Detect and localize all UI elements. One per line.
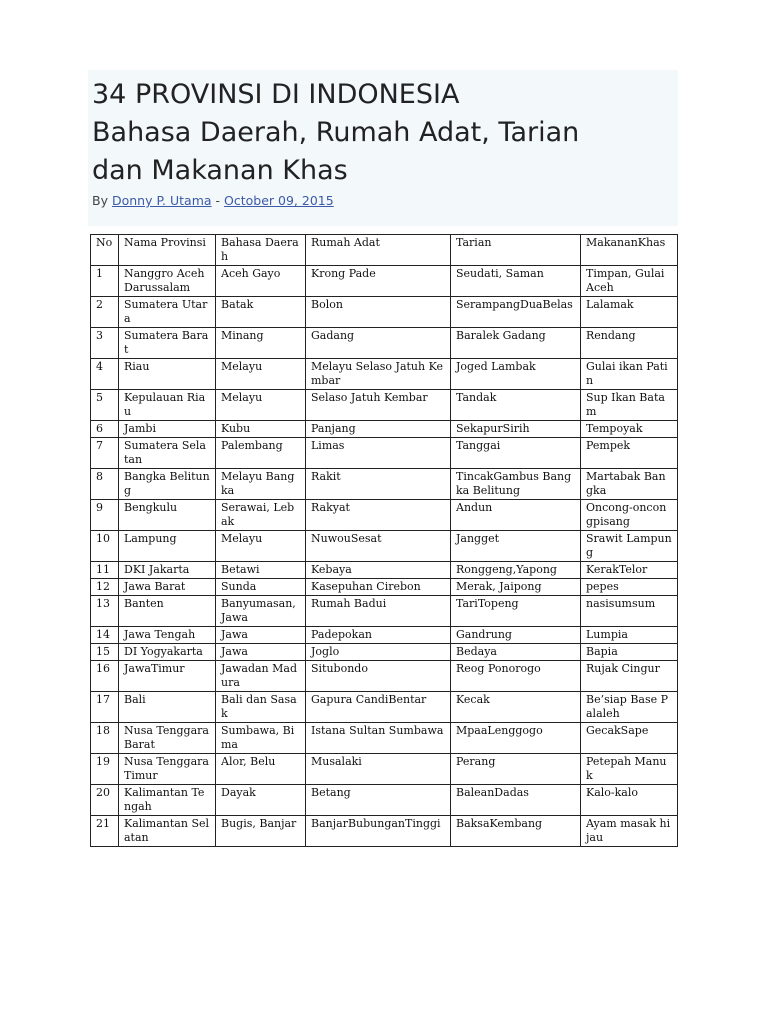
- cell-house: NuwouSesat: [306, 531, 451, 562]
- cell-house: Krong Pade: [306, 266, 451, 297]
- cell-food: Tempoyak: [581, 421, 678, 438]
- cell-house: BanjarBubunganTinggi: [306, 816, 451, 847]
- cell-dance: TincakGambus Bangka Belitung: [451, 469, 581, 500]
- cell-house: Kebaya: [306, 562, 451, 579]
- cell-province: Nusa Tenggara Timur: [119, 754, 216, 785]
- cell-dance: Perang: [451, 754, 581, 785]
- cell-food: Oncong-oncongpisang: [581, 500, 678, 531]
- cell-province: Nusa Tenggara Barat: [119, 723, 216, 754]
- cell-food: Ayam masak hijau: [581, 816, 678, 847]
- cell-no: 7: [91, 438, 119, 469]
- cell-house: Rumah Badui: [306, 596, 451, 627]
- cell-language: Betawi: [216, 562, 306, 579]
- table-row: [91, 644, 678, 661]
- cell-dance: Andun: [451, 500, 581, 531]
- cell-province: Sumatera Barat: [119, 328, 216, 359]
- cell-language: Sunda: [216, 579, 306, 596]
- cell-food: Bapia: [581, 644, 678, 661]
- cell-no: 10: [91, 531, 119, 562]
- cell-province: DI Yogyakarta: [119, 644, 216, 661]
- table-row: [91, 438, 678, 469]
- cell-no: 17: [91, 692, 119, 723]
- cell-dance: TariTopeng: [451, 596, 581, 627]
- cell-language: Melayu: [216, 359, 306, 390]
- cell-no: 13: [91, 596, 119, 627]
- cell-province: Kalimantan Selatan: [119, 816, 216, 847]
- cell-language: Dayak: [216, 785, 306, 816]
- byline: [92, 193, 334, 208]
- cell-language: Jawadan Madura: [216, 661, 306, 692]
- cell-dance: Tanggai: [451, 438, 581, 469]
- cell-no: 19: [91, 754, 119, 785]
- cell-dance: Baralek Gadang: [451, 328, 581, 359]
- cell-language: Melayu: [216, 531, 306, 562]
- table-row: [91, 627, 678, 644]
- cell-no: 4: [91, 359, 119, 390]
- table-row: [91, 596, 678, 627]
- cell-food: Srawit Lampung: [581, 531, 678, 562]
- cell-house: Rakyat: [306, 500, 451, 531]
- cell-house: Gadang: [306, 328, 451, 359]
- table-row: [91, 328, 678, 359]
- cell-no: 20: [91, 785, 119, 816]
- cell-house: Selaso Jatuh Kembar: [306, 390, 451, 421]
- cell-food: Pempek: [581, 438, 678, 469]
- header-house: Rumah Adat: [306, 235, 451, 266]
- cell-dance: Reog Ponorogo: [451, 661, 581, 692]
- date-link[interactable]: October 09, 2015: [224, 193, 334, 208]
- cell-province: Sumatera Utara: [119, 297, 216, 328]
- table-row: [91, 754, 678, 785]
- cell-province: Banten: [119, 596, 216, 627]
- cell-dance: Gandrung: [451, 627, 581, 644]
- page-title: [92, 76, 682, 190]
- cell-language: Aceh Gayo: [216, 266, 306, 297]
- table-header-row: [91, 235, 678, 266]
- table-row: [91, 359, 678, 390]
- cell-house: Joglo: [306, 644, 451, 661]
- cell-no: 12: [91, 579, 119, 596]
- cell-dance: BaksaKembang: [451, 816, 581, 847]
- cell-house: Panjang: [306, 421, 451, 438]
- cell-dance: Merak, Jaipong: [451, 579, 581, 596]
- cell-province: Jawa Barat: [119, 579, 216, 596]
- cell-food: Lumpia: [581, 627, 678, 644]
- cell-language: Bugis, Banjar: [216, 816, 306, 847]
- cell-food: GecakSape: [581, 723, 678, 754]
- cell-province: JawaTimur: [119, 661, 216, 692]
- cell-dance: MpaaLenggogo: [451, 723, 581, 754]
- province-table: [90, 234, 678, 847]
- by-label: By: [92, 193, 108, 208]
- cell-house: Gapura CandiBentar: [306, 692, 451, 723]
- cell-house: Betang: [306, 785, 451, 816]
- header-food: MakananKhas: [581, 235, 678, 266]
- cell-language: Banyumasan, Jawa: [216, 596, 306, 627]
- cell-food: Gulai ikan Patin: [581, 359, 678, 390]
- table-row: [91, 500, 678, 531]
- title-line-3: dan Makanan Khas: [92, 155, 348, 186]
- table-row: [91, 661, 678, 692]
- cell-dance: Bedaya: [451, 644, 581, 661]
- cell-food: Kalo-kalo: [581, 785, 678, 816]
- header-language: Bahasa Daerah: [216, 235, 306, 266]
- cell-food: KerakTelor: [581, 562, 678, 579]
- cell-food: Petepah Manuk: [581, 754, 678, 785]
- cell-no: 15: [91, 644, 119, 661]
- cell-language: Sumbawa, Bima: [216, 723, 306, 754]
- cell-no: 1: [91, 266, 119, 297]
- cell-no: 21: [91, 816, 119, 847]
- cell-province: Sumatera Selatan: [119, 438, 216, 469]
- cell-province: DKI Jakarta: [119, 562, 216, 579]
- cell-house: Istana Sultan Sumbawa: [306, 723, 451, 754]
- table-row: [91, 562, 678, 579]
- cell-language: Melayu Bangka: [216, 469, 306, 500]
- cell-no: 16: [91, 661, 119, 692]
- cell-no: 9: [91, 500, 119, 531]
- cell-no: 11: [91, 562, 119, 579]
- cell-province: Riau: [119, 359, 216, 390]
- cell-dance: BaleanDadas: [451, 785, 581, 816]
- cell-no: 5: [91, 390, 119, 421]
- cell-food: Lalamak: [581, 297, 678, 328]
- table-row: [91, 785, 678, 816]
- header-dance: Tarian: [451, 235, 581, 266]
- cell-no: 6: [91, 421, 119, 438]
- cell-house: Musalaki: [306, 754, 451, 785]
- cell-dance: Jangget: [451, 531, 581, 562]
- cell-province: Nanggro Aceh Darussalam: [119, 266, 216, 297]
- cell-language: Batak: [216, 297, 306, 328]
- cell-food: Sup Ikan Batam: [581, 390, 678, 421]
- byline-separator: -: [215, 193, 221, 208]
- cell-language: Minang: [216, 328, 306, 359]
- cell-food: Be’siap Base Palaleh: [581, 692, 678, 723]
- cell-house: Limas: [306, 438, 451, 469]
- table-row: [91, 297, 678, 328]
- table-row: [91, 421, 678, 438]
- table-body: [91, 266, 678, 847]
- cell-language: Bali dan Sasak: [216, 692, 306, 723]
- cell-dance: Kecak: [451, 692, 581, 723]
- cell-house: Melayu Selaso Jatuh Kembar: [306, 359, 451, 390]
- title-line-1: 34 PROVINSI DI INDONESIA: [92, 79, 460, 110]
- cell-food: Rujak Cingur: [581, 661, 678, 692]
- cell-province: Kepulauan Riau: [119, 390, 216, 421]
- cell-language: Palembang: [216, 438, 306, 469]
- title-line-2: Bahasa Daerah, Rumah Adat, Tarian: [92, 117, 580, 148]
- table-row: [91, 266, 678, 297]
- cell-food: Timpan, Gulai Aceh: [581, 266, 678, 297]
- cell-language: Serawai, Lebak: [216, 500, 306, 531]
- cell-no: 2: [91, 297, 119, 328]
- cell-language: Jawa: [216, 627, 306, 644]
- cell-dance: Tandak: [451, 390, 581, 421]
- cell-no: 18: [91, 723, 119, 754]
- cell-dance: Seudati, Saman: [451, 266, 581, 297]
- cell-no: 14: [91, 627, 119, 644]
- table-row: [91, 390, 678, 421]
- cell-food: Rendang: [581, 328, 678, 359]
- cell-no: 8: [91, 469, 119, 500]
- table-row: [91, 469, 678, 500]
- cell-dance: Ronggeng,Yapong: [451, 562, 581, 579]
- table-row: [91, 816, 678, 847]
- cell-language: Kubu: [216, 421, 306, 438]
- table-row: [91, 579, 678, 596]
- cell-house: Padepokan: [306, 627, 451, 644]
- table-row: [91, 723, 678, 754]
- cell-house: Situbondo: [306, 661, 451, 692]
- cell-dance: SekapurSirih: [451, 421, 581, 438]
- table-row: [91, 692, 678, 723]
- header-no: No: [91, 235, 119, 266]
- cell-food: pepes: [581, 579, 678, 596]
- cell-province: Lampung: [119, 531, 216, 562]
- cell-province: Bali: [119, 692, 216, 723]
- cell-province: Jawa Tengah: [119, 627, 216, 644]
- cell-food: nasisumsum: [581, 596, 678, 627]
- cell-language: Melayu: [216, 390, 306, 421]
- table-row: [91, 531, 678, 562]
- cell-house: Bolon: [306, 297, 451, 328]
- cell-province: Bengkulu: [119, 500, 216, 531]
- cell-province: Bangka Belitung: [119, 469, 216, 500]
- cell-house: Rakit: [306, 469, 451, 500]
- cell-province: Kalimantan Tengah: [119, 785, 216, 816]
- cell-language: Alor, Belu: [216, 754, 306, 785]
- cell-language: Jawa: [216, 644, 306, 661]
- header-province: Nama Provinsi: [119, 235, 216, 266]
- cell-food: Martabak Bangka: [581, 469, 678, 500]
- author-link[interactable]: Donny P. Utama: [111, 193, 212, 208]
- cell-dance: Joged Lambak: [451, 359, 581, 390]
- cell-dance: SerampangDuaBelas: [451, 297, 581, 328]
- cell-province: Jambi: [119, 421, 216, 438]
- cell-house: Kasepuhan Cirebon: [306, 579, 451, 596]
- cell-no: 3: [91, 328, 119, 359]
